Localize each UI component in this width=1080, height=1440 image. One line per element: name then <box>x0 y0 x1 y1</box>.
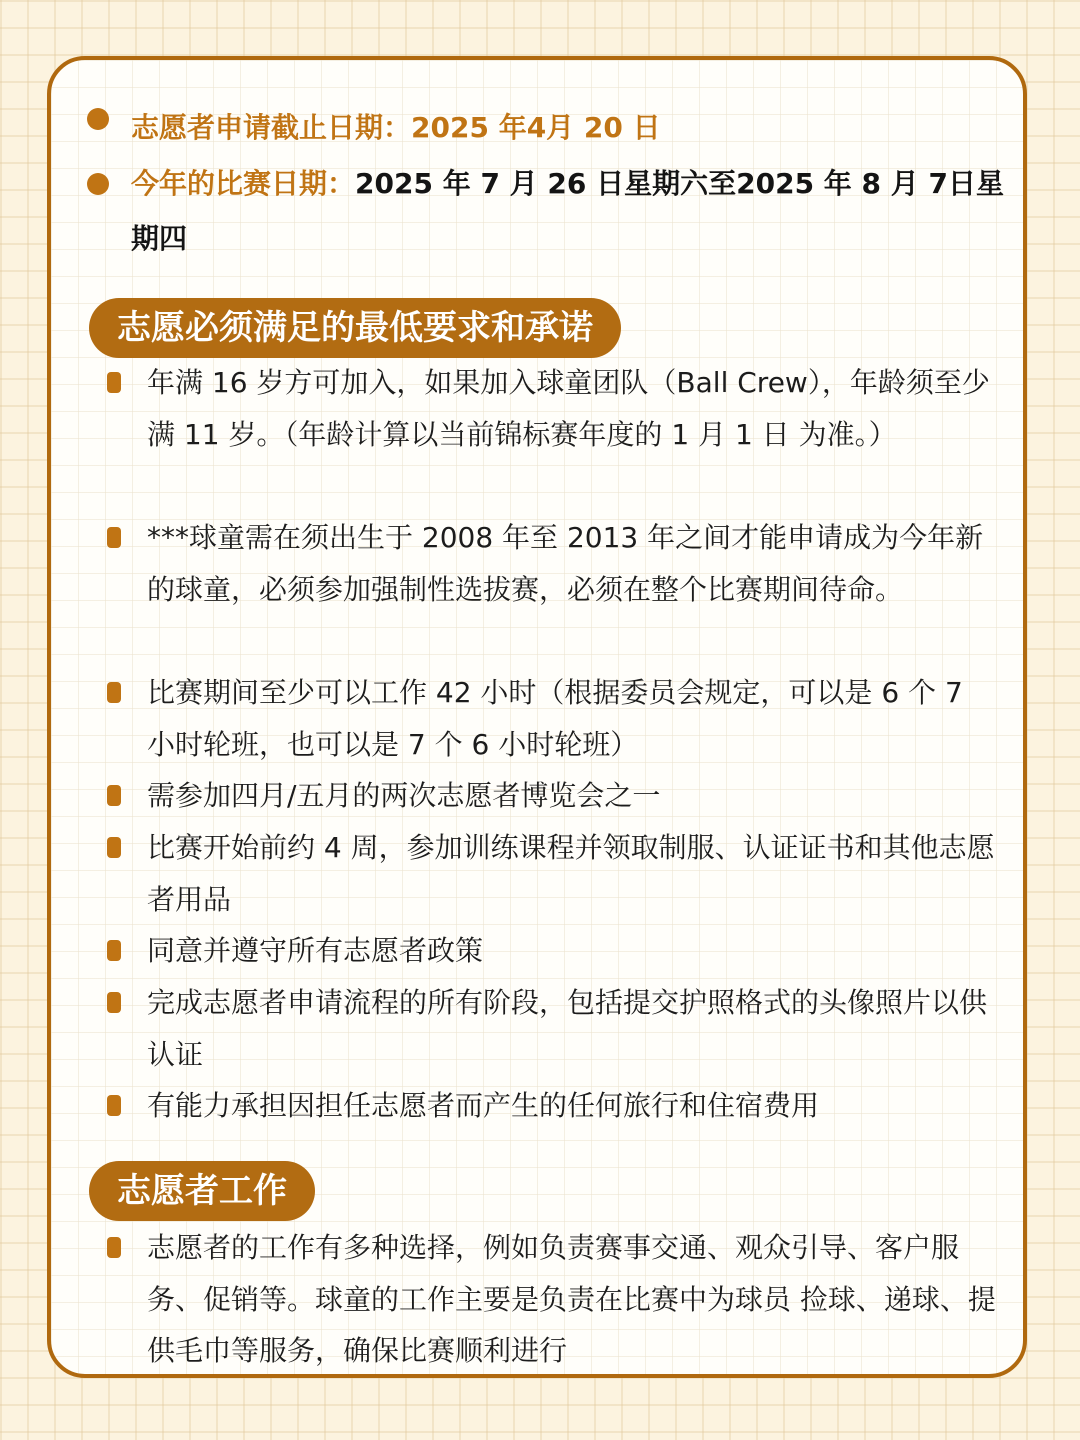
list-item <box>147 512 997 615</box>
list-item <box>147 925 997 977</box>
list-item-text: 比赛开始前约 4 周，参加训练课程并领取制服、认证证书和其他志愿者用品 <box>147 831 995 916</box>
list-item-text: 完成志愿者申请流程的所有阶段，包括提交护照格式的头像照片以供认证 <box>147 986 988 1071</box>
content-card <box>47 56 1027 1378</box>
list-item <box>147 822 997 925</box>
bullet-square-icon <box>107 682 121 703</box>
list-item <box>147 1080 997 1132</box>
list-item-text: 比赛期间至少可以工作 42 小时（根据委员会规定，可以是 6 个 7 小时轮班，也可以是 7 个 6 小时轮班） <box>147 676 963 761</box>
list-item <box>147 357 997 460</box>
bullet-square-icon <box>107 992 121 1013</box>
bullet-dot-icon <box>87 173 109 195</box>
deadline-value: 2025 年4月 20 日 <box>411 111 661 144</box>
section-title-volunteer-work: 志愿者工作 <box>89 1161 315 1221</box>
section-title-requirements: 志愿必须满足的最低要求和承诺 <box>89 298 621 358</box>
list-item-text: 有能力承担因担任志愿者而产生的任何旅行和住宿费用 <box>147 1089 820 1122</box>
deadline-line <box>131 100 1011 155</box>
list-item-text: 志愿者的工作有多种选择，例如负责赛事交通、观众引导、客户服务、促销等。球童的工作主要是负责在比赛中为球员 捡球、递球、提供毛巾等服务，确保比赛顺利进行 <box>147 1231 996 1367</box>
list-item <box>147 977 997 1080</box>
bullet-square-icon <box>107 527 121 548</box>
match-label: 今年的比赛日期： <box>131 167 356 200</box>
bullet-square-icon <box>107 1237 121 1258</box>
match-date-line <box>131 156 1011 266</box>
bullet-square-icon <box>107 1095 121 1116</box>
bullet-square-icon <box>107 372 121 393</box>
bullet-square-icon <box>107 837 121 858</box>
list-item <box>147 667 997 770</box>
list-item-text: 同意并遵守所有志愿者政策 <box>147 934 484 967</box>
deadline-label: 志愿者申请截止日期： <box>131 111 412 144</box>
list-item <box>147 1222 997 1377</box>
bullet-square-icon <box>107 940 121 961</box>
list-item-text: 需参加四月/五月的两次志愿者博览会之一 <box>147 779 661 812</box>
list-item-text: ***球童需在须出生于 2008 年至 2013 年之间才能申请成为今年新的球童，必须参加强制性选拔赛，必须在整个比赛期间待命。 <box>147 521 984 606</box>
match-value: 2025 年 7 月 26 日星期六至2025 年 8 月 7日星期四 <box>131 167 1005 255</box>
bullet-square-icon <box>107 785 121 806</box>
bullet-dot-icon <box>87 108 109 130</box>
list-item-text: 年满 16 岁方可加入，如果加入球童团队（Ball Crew），年龄须至少满 11 岁。（年龄计算以当前锦标赛年度的 1 月 1 日 为准。） <box>147 366 990 451</box>
list-item <box>147 770 997 822</box>
